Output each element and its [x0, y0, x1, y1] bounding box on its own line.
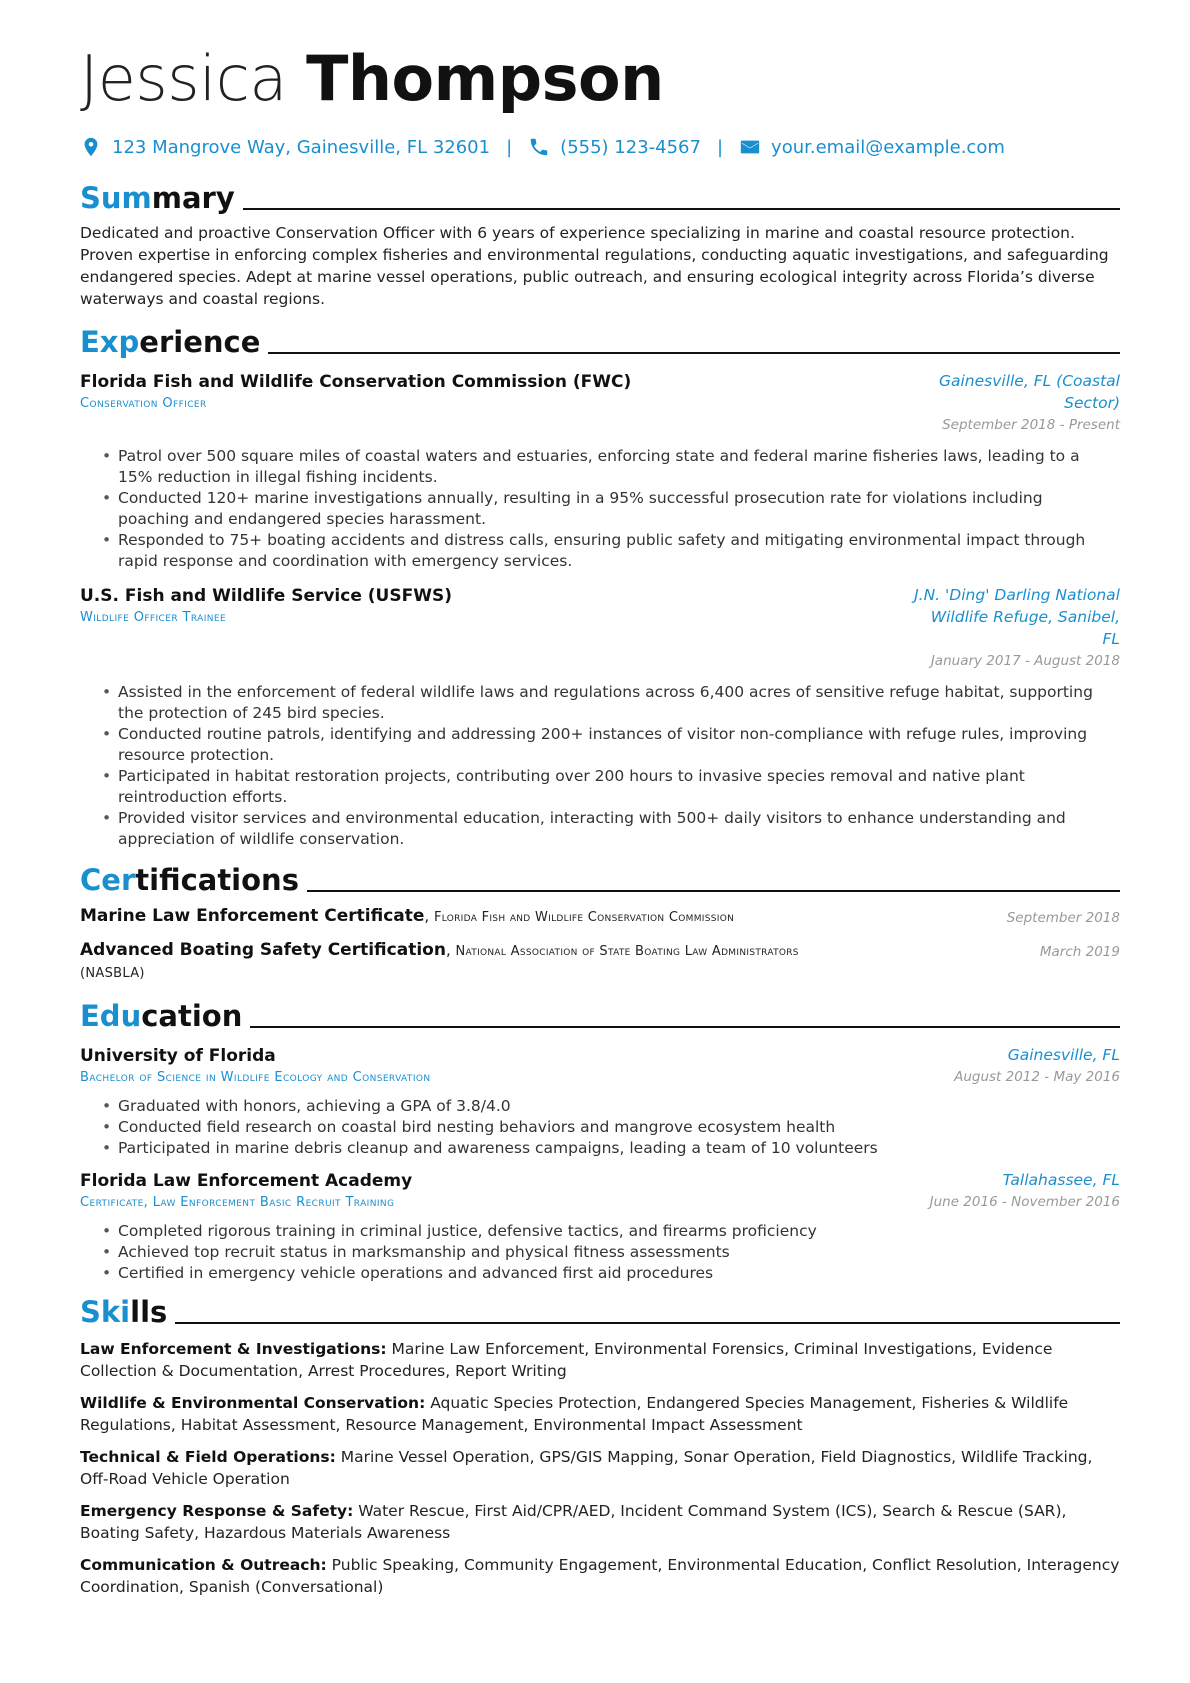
- list-item: • Graduated with honors, achieving a GPA of 3.8/4.0: [118, 1096, 1120, 1117]
- skill-items: Public Speaking, Community Engagement, Environmental Education, Conflict Resolution, Interagency Coordination, Spanish (Conversational): [80, 1556, 1120, 1596]
- skills-heading: Skills: [80, 1290, 1120, 1330]
- first-name: Jessica: [80, 42, 287, 115]
- cert-date: March 2019: [1039, 944, 1120, 960]
- skill-items: Marine Law Enforcement, Environmental Forensics, Criminal Investigations, Evidence Collection & Documentation, Arrest Procedures, Report Writing: [80, 1340, 1053, 1380]
- resume-page: [80, 40, 1120, 1598]
- email-link[interactable]: your.email@example.com: [771, 136, 1005, 158]
- phone-icon: [528, 136, 550, 158]
- experience-heading: Experience: [80, 320, 1120, 360]
- job-location: Gainesville, FL (Coastal Sector): [938, 372, 1120, 412]
- list-item: • Conducted routine patrols, identifying and addressing 200+ instances of visitor non-compliance with refuge rules, improving resource protection.: [118, 724, 1120, 766]
- full-name: [80, 40, 1120, 118]
- last-name: Thompson: [306, 42, 664, 115]
- section-divider: [268, 352, 1120, 354]
- school-location: Gainesville, FL: [1007, 1046, 1120, 1064]
- job-entry-fwc: [80, 370, 1120, 572]
- school-dates: August 2012 - May 2016: [954, 1069, 1120, 1085]
- list-item: • Responded to 75+ boating accidents and distress calls, ensuring public safety and mitigating environmental impact through rapid response and coordination with emergency services.: [118, 530, 1120, 572]
- skill-items: Water Rescue, First Aid/CPR/AED, Incident Command System (ICS), Search & Rescue (SAR), Boating Safety, Hazardous Materials Awareness: [80, 1502, 1067, 1542]
- list-item: • Provided visitor services and environmental education, interacting with 500+ daily visitors to enhance understanding and appreciation of wildlife conservation.: [118, 808, 1120, 850]
- summary-text: Dedicated and proactive Conservation Officer with 6 years of experience specializing in marine and coastal resource protection. Proven expertise in enforcing complex fisheries and environmental regulations, conducting aquatic investigations, and safeguarding endangered species. Adept at marine vessel operations, public outreach, and ensuring ecological integrity across Florida’s diverse waterways and coastal regions.: [80, 224, 1109, 308]
- school-name: Florida Law Enforcement Academy: [80, 1171, 413, 1191]
- phone-text: (555) 123-4567: [560, 136, 701, 158]
- school-location: Tallahassee, FL: [1002, 1171, 1120, 1189]
- skills-list: [80, 1338, 1120, 1598]
- section-divider: [175, 1322, 1120, 1324]
- job-entry-usfws: [80, 584, 1120, 850]
- education-bullets: [80, 1221, 1120, 1284]
- summary-heading: Summary: [80, 176, 1120, 216]
- skill-items: Aquatic Species Protection, Endangered Species Management, Fisheries & Wildlife Regulations, Habitat Assessment, Resource Management, Environmental Impact Assessment: [80, 1394, 1069, 1434]
- job-role: Conservation Officer: [80, 396, 207, 411]
- skill-row: [80, 1554, 1120, 1598]
- section-divider: [250, 1026, 1120, 1028]
- cert-name: Advanced Boating Safety Certification: [80, 940, 446, 960]
- envelope-icon: [739, 136, 761, 158]
- school-dates: June 2016 - November 2016: [929, 1194, 1120, 1210]
- job-dates: January 2017 - August 2018: [930, 653, 1120, 669]
- list-item: • Conducted field research on coastal bird nesting behaviors and mangrove ecosystem health: [118, 1117, 1120, 1138]
- education-entry-uf: [80, 1044, 1120, 1159]
- education-heading: Education: [80, 994, 1120, 1034]
- skill-category: Wildlife & Environmental Conservation:: [80, 1394, 426, 1412]
- location-pin-icon: [80, 136, 102, 158]
- job-bullets: [80, 682, 1120, 850]
- cert-date: September 2018: [1006, 910, 1120, 926]
- degree: Certificate, Law Enforcement Basic Recruit Training: [80, 1195, 395, 1210]
- certifications-heading: Certifications: [80, 858, 1120, 898]
- skill-row: [80, 1446, 1120, 1490]
- school-name: University of Florida: [80, 1046, 276, 1066]
- cert-issuer: National Association of State Boating Law Administrators (NASBLA): [80, 944, 799, 981]
- contact-separator: |: [716, 136, 724, 158]
- education-bullets: [80, 1096, 1120, 1159]
- cert-item: Marine Law Enforcement Certificate, Florida Fish and Wildlife Conservation Commission September 2018: [80, 906, 1120, 930]
- list-item: • Patrol over 500 square miles of coastal waters and estuaries, enforcing state and federal marine fisheries laws, leading to a 15% reduction in illegal fishing incidents.: [118, 446, 1120, 488]
- list-item: • Participated in habitat restoration projects, contributing over 200 hours to invasive species removal and native plant reintroduction efforts.: [118, 766, 1120, 808]
- list-item: • Certified in emergency vehicle operations and advanced first aid procedures: [118, 1263, 1120, 1284]
- skill-category: Emergency Response & Safety:: [80, 1502, 354, 1520]
- cert-name: Marine Law Enforcement Certificate: [80, 906, 425, 926]
- skill-row: [80, 1338, 1120, 1382]
- education-entry-academy: [80, 1169, 1120, 1284]
- list-item: • Assisted in the enforcement of federal wildlife laws and regulations across 6,400 acres of sensitive refuge habitat, supporting the protection of 245 bird species.: [118, 682, 1120, 724]
- section-divider: [307, 890, 1120, 892]
- list-item: • Participated in marine debris cleanup and awareness campaigns, leading a team of 10 volunteers: [118, 1138, 1120, 1159]
- degree: Bachelor of Science in Wildlife Ecology and Conservation: [80, 1070, 431, 1085]
- contact-separator: |: [506, 136, 513, 158]
- list-item: • Achieved top recruit status in marksmanship and physical fitness assessments: [118, 1242, 1120, 1263]
- job-location: J.N. 'Ding' Darling National Wildlife Refuge, Sanibel, FL: [914, 586, 1120, 648]
- job-org: U.S. Fish and Wildlife Service (USFWS): [80, 586, 452, 606]
- job-org: Florida Fish and Wildlife Conservation Commission (FWC): [80, 372, 632, 392]
- job-role: Wildlife Officer Trainee: [80, 610, 227, 625]
- cert-issuer: Florida Fish and Wildlife Conservation Commission: [433, 910, 735, 925]
- section-divider: [243, 208, 1120, 210]
- address-text: 123 Mangrove Way, Gainesville, FL 32601: [112, 136, 491, 158]
- contact-line: [80, 132, 1120, 162]
- skill-row: [80, 1392, 1120, 1436]
- skill-row: [80, 1500, 1120, 1544]
- skill-category: Communication & Outreach:: [80, 1556, 327, 1574]
- list-item: • Conducted 120+ marine investigations annually, resulting in a 95% successful prosecution rate for violations including poaching and endangered species harassment.: [118, 488, 1120, 530]
- cert-item: Advanced Boating Safety Certification, National Association of State Boating Law Administrators (NASBLA) March 2019: [80, 940, 1120, 981]
- skill-items: Marine Vessel Operation, GPS/GIS Mapping, Sonar Operation, Field Diagnostics, Wildlife Tracking, Off-Road Vehicle Operation: [80, 1448, 1093, 1488]
- skill-category: Law Enforcement & Investigations:: [80, 1340, 387, 1358]
- skill-category: Technical & Field Operations:: [80, 1448, 336, 1466]
- job-bullets: [80, 446, 1120, 572]
- job-dates: September 2018 - Present: [942, 417, 1120, 433]
- list-item: • Completed rigorous training in criminal justice, defensive tactics, and firearms proficiency: [118, 1221, 1120, 1242]
